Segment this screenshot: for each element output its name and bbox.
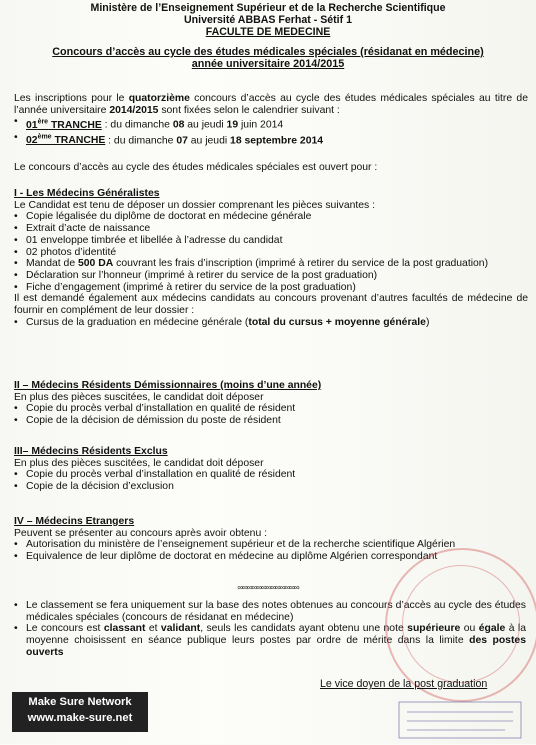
intro-year: 2014/2015: [109, 104, 159, 116]
watermark-line-1: Make Sure Network: [28, 696, 132, 708]
open-to-line: [0, 162, 536, 174]
section-1-heading: I - Les Médecins Généralistes: [14, 188, 160, 199]
list-item: • Copie du procès verbal d’installation en qualité de résident: [0, 403, 536, 415]
list-item: • Copie légalisée du diplôme de doctorat en médecine générale: [0, 211, 536, 223]
section-1-also: Il est demandé également aux médecins candidats au concours provenant d’autres facultés de médecine de fournir en complément de leur dossier :: [14, 293, 528, 317]
list-item: • Fiche d’engagement (imprimé à retirer du service de la post graduation): [0, 282, 536, 294]
tranche-2: • 02ème TRANCHE : du dimanche 07 au jeudi 18 septembre 2014: [0, 132, 536, 147]
list-item-cursus: • Cursus de la graduation en médecine générale (total du cursus + moyenne générale): [0, 317, 536, 329]
list-item: • Déclaration sur l’honneur (imprimé à retirer du service de la post graduation): [0, 270, 536, 282]
list-item: • 02 photos d’identité: [0, 247, 536, 259]
intro-paragraph: [0, 93, 536, 116]
list-item: • Equivalence de leur diplôme de doctorat en médecine au diplôme Algérien correspondant: [0, 551, 536, 563]
watermark-line-2: www.make-sure.net: [27, 712, 133, 724]
list-item: • Copie de la décision de démission du poste de résident: [0, 415, 536, 427]
list-item: • Autorisation du ministère de l’enseignement supérieur et de la recherche scientifique Algérien: [0, 539, 536, 551]
list-item: • Copie du procès verbal d’installation en qualité de résident: [0, 469, 536, 481]
list-item: • Extrait d’acte de naissance: [0, 223, 536, 235]
section-3: [0, 446, 536, 493]
section-3-intro: En plus des pièces suscitées, le candidat doit déposer: [14, 457, 264, 469]
section-1: [0, 188, 536, 328]
ministry-name: Ministère de l’Enseignement Supérieur et de la Recherche Scientifique: [90, 2, 446, 14]
intro-text-2: concours d’accès au cycle des études médicales spéciales au titre de l’année universitaire: [14, 93, 528, 116]
title-line-1: Concours d’accès au cycle des études médicales spéciales (résidanat en médecine): [52, 46, 484, 58]
open-to-text: Le concours d’accès au cycle des études médicales spéciales est ouvert pour :: [14, 162, 378, 173]
list-item-mandat: • Mandat de 500 DA couvrant les frais d’inscription (imprimé à retirer du service de la post graduation): [0, 258, 536, 270]
tranche-1-label: 01ère TRANCHE: [26, 118, 102, 131]
intro-text-3: sont fixées selon le calendrier suivant :: [158, 104, 340, 116]
section-2: [0, 380, 536, 427]
list-item: • Copie de la décision d’exclusion: [0, 481, 536, 493]
note-1: • Le classement se fera uniquement sur la base des notes obtenues au concours d’accès au cycle des études médicales spéciales (concours de résidanat en médecine): [0, 600, 536, 623]
separator: ∞∞∞∞∞∞∞∞∞∞∞∞∞: [237, 583, 299, 592]
tranche-2-label: 02ème TRANCHE: [26, 133, 106, 147]
section-2-heading: II – Médecins Résidents Démissionnaires (moins d’une année): [14, 380, 322, 391]
note-2: • Le concours est classant et validant, seuls les candidats ayant obtenu une note supérieure ou égale à la moyenne choisissent en séance publique leurs postes par ordre de mérite dans la limite des postes ouverts: [0, 623, 536, 658]
section-4-intro: Peuvent se présenter au concours après avoir obtenu :: [14, 527, 267, 539]
document-title: [0, 46, 536, 70]
signature-title: Le vice doyen de la post graduation: [320, 678, 488, 690]
signature-mark: [395, 700, 525, 740]
intro-ordinal: quatorzième: [128, 93, 190, 104]
section-2-intro: En plus des pièces suscitées, le candidat doit déposer: [14, 391, 264, 403]
document-header: [0, 2, 536, 38]
section-4-heading: IV – Médecins Etrangers: [14, 516, 135, 527]
university-name: Université ABBAS Ferhat - Sétif 1: [184, 14, 352, 26]
section-1-intro: Le Candidat est tenu de déposer un dossier comprenant les pièces suivantes :: [14, 199, 376, 211]
official-stamp-inner: [402, 565, 520, 683]
section-3-heading: III– Médecins Résidents Exclus: [14, 446, 168, 457]
title-line-2: année universitaire 2014/2015: [191, 58, 345, 70]
intro-text-1: Les inscriptions pour le: [14, 93, 129, 104]
list-item: • 01 enveloppe timbrée et libellée à l’adresse du candidat: [0, 235, 536, 247]
intro-block: [0, 93, 536, 147]
tranche-1: • 01ère TRANCHE : du dimanche 08 au jeudi 19 juin 2014: [0, 116, 536, 131]
watermark-badge: [12, 692, 148, 732]
faculty-name: FACULTE DE MEDECINE: [205, 26, 331, 38]
signature-stamp-block: [395, 700, 525, 740]
